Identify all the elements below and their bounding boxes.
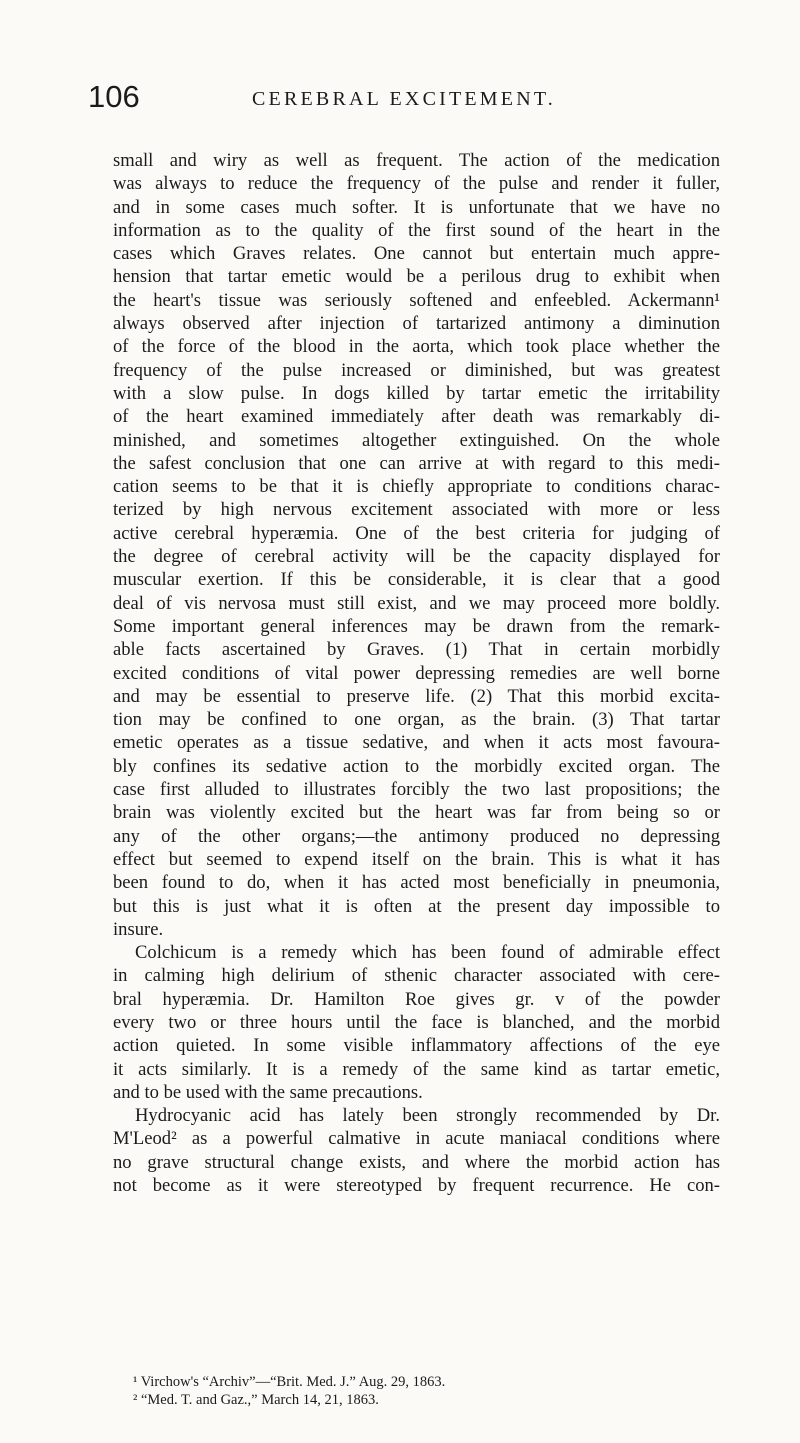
text-line: terized by high nervous excitement associated with more or less [113,499,720,521]
text-line: tion may be confined to one organ, as the brain. (3) That tartar [113,709,720,731]
page-number: 106 [88,79,140,114]
text-line: of the heart examined immediately after death was remarkably di- [113,406,720,428]
paragraph-2 [113,941,720,1104]
text-line: always observed after injection of tartarized antimony a diminution [113,313,720,335]
text-line: and may be essential to preserve life. (2) That this morbid excita- [113,685,720,707]
text-line: brain was violently excited but the heart was far from being so or [113,802,720,824]
text-line: minished, and sometimes altogether extinguished. On the whole [113,429,720,451]
running-title: CEREBRAL EXCITEMENT. [252,88,556,110]
text-line: of the force of the blood in the aorta, which took place whether the [113,336,720,358]
text-line: Hydrocyanic acid has lately been strongly recommended by Dr. [135,1105,720,1127]
running-head [88,79,728,114]
text-line: bly confines its sedative action to the morbidly excited organ. The [113,755,720,777]
text-line: Some important general inferences may be drawn from the remark- [113,615,720,637]
paragraph-3 [113,1104,720,1197]
text-line: cases which Graves relates. One cannot but entertain much appre- [113,243,720,265]
text-line: case first alluded to illustrates forcibly the two last propositions; the [113,779,720,801]
text-line: every two or three hours until the face is blanched, and the morbid [113,1011,720,1033]
footnotes [133,1373,723,1409]
text-line: information as to the quality of the first sound of the heart in the [113,219,720,241]
text-line: active cerebral hyperæmia. One of the best criteria for judging of [113,522,720,544]
text-line: insure. [113,918,164,940]
text-line: excited conditions of vital power depressing remedies are well borne [113,662,720,684]
text-line: cation seems to be that it is chiefly appropriate to conditions charac- [113,476,720,498]
text-line: any of the other organs;—the antimony produced no depressing [113,825,720,847]
text-line: hension that tartar emetic would be a perilous drug to exhibit when [113,266,720,288]
body-text [113,149,720,1197]
text-line: the heart's tissue was seriously softened and enfeebled. Ackermann¹ [113,289,720,311]
text-line: no grave structural change exists, and where the morbid action has [113,1151,720,1173]
footnote-1: ¹ Virchow's “Archiv”—“Brit. Med. J.” Aug. 29, 1863. [133,1374,446,1390]
paragraph-1 [113,149,720,941]
text-line: it acts similarly. It is a remedy of the same kind as tartar emetic, [113,1058,720,1080]
text-line: frequency of the pulse increased or diminished, but was greatest [113,359,720,381]
text-line: action quieted. In some visible inflammatory affections of the eye [113,1035,720,1057]
text-line: the safest conclusion that one can arrive at with regard to this medi- [113,452,720,474]
text-line: able facts ascertained by Graves. (1) That in certain morbidly [113,639,720,661]
text-line: small and wiry as well as frequent. The action of the medication [113,150,720,171]
text-line: the degree of cerebral activity will be the capacity displayed for [113,546,720,568]
text-line: been found to do, when it has acted most beneficially in pneumonia, [113,872,720,894]
text-line: but this is just what it is often at the present day impossible to [113,895,720,917]
text-line: with a slow pulse. In dogs killed by tartar emetic the irritability [113,382,720,404]
footnote-2: ² “Med. T. and Gaz.,” March 14, 21, 1863. [133,1392,379,1408]
text-line: deal of vis nervosa must still exist, and we may proceed more boldly. [113,592,720,614]
text-line: effect but seemed to expend itself on the brain. This is what it has [113,848,720,870]
text-line: and in some cases much softer. It is unfortunate that we have no [113,196,720,218]
text-line: was always to reduce the frequency of the pulse and render it fuller, [113,173,720,195]
text-line: in calming high delirium of sthenic character associated with cere- [113,965,720,987]
text-line: muscular exertion. If this be considerable, it is clear that a good [113,569,720,591]
text-line: and to be used with the same precautions. [113,1081,423,1103]
text-line: emetic operates as a tissue sedative, and when it acts most favoura- [113,732,720,754]
text-line: M'Leod² as a powerful calmative in acute maniacal conditions where [113,1128,720,1150]
text-line: not become as it were stereotyped by frequent recurrence. He con- [113,1175,720,1197]
text-line: bral hyperæmia. Dr. Hamilton Roe gives gr. v of the powder [113,988,720,1010]
text-line: Colchicum is a remedy which has been found of admirable effect [135,942,720,964]
